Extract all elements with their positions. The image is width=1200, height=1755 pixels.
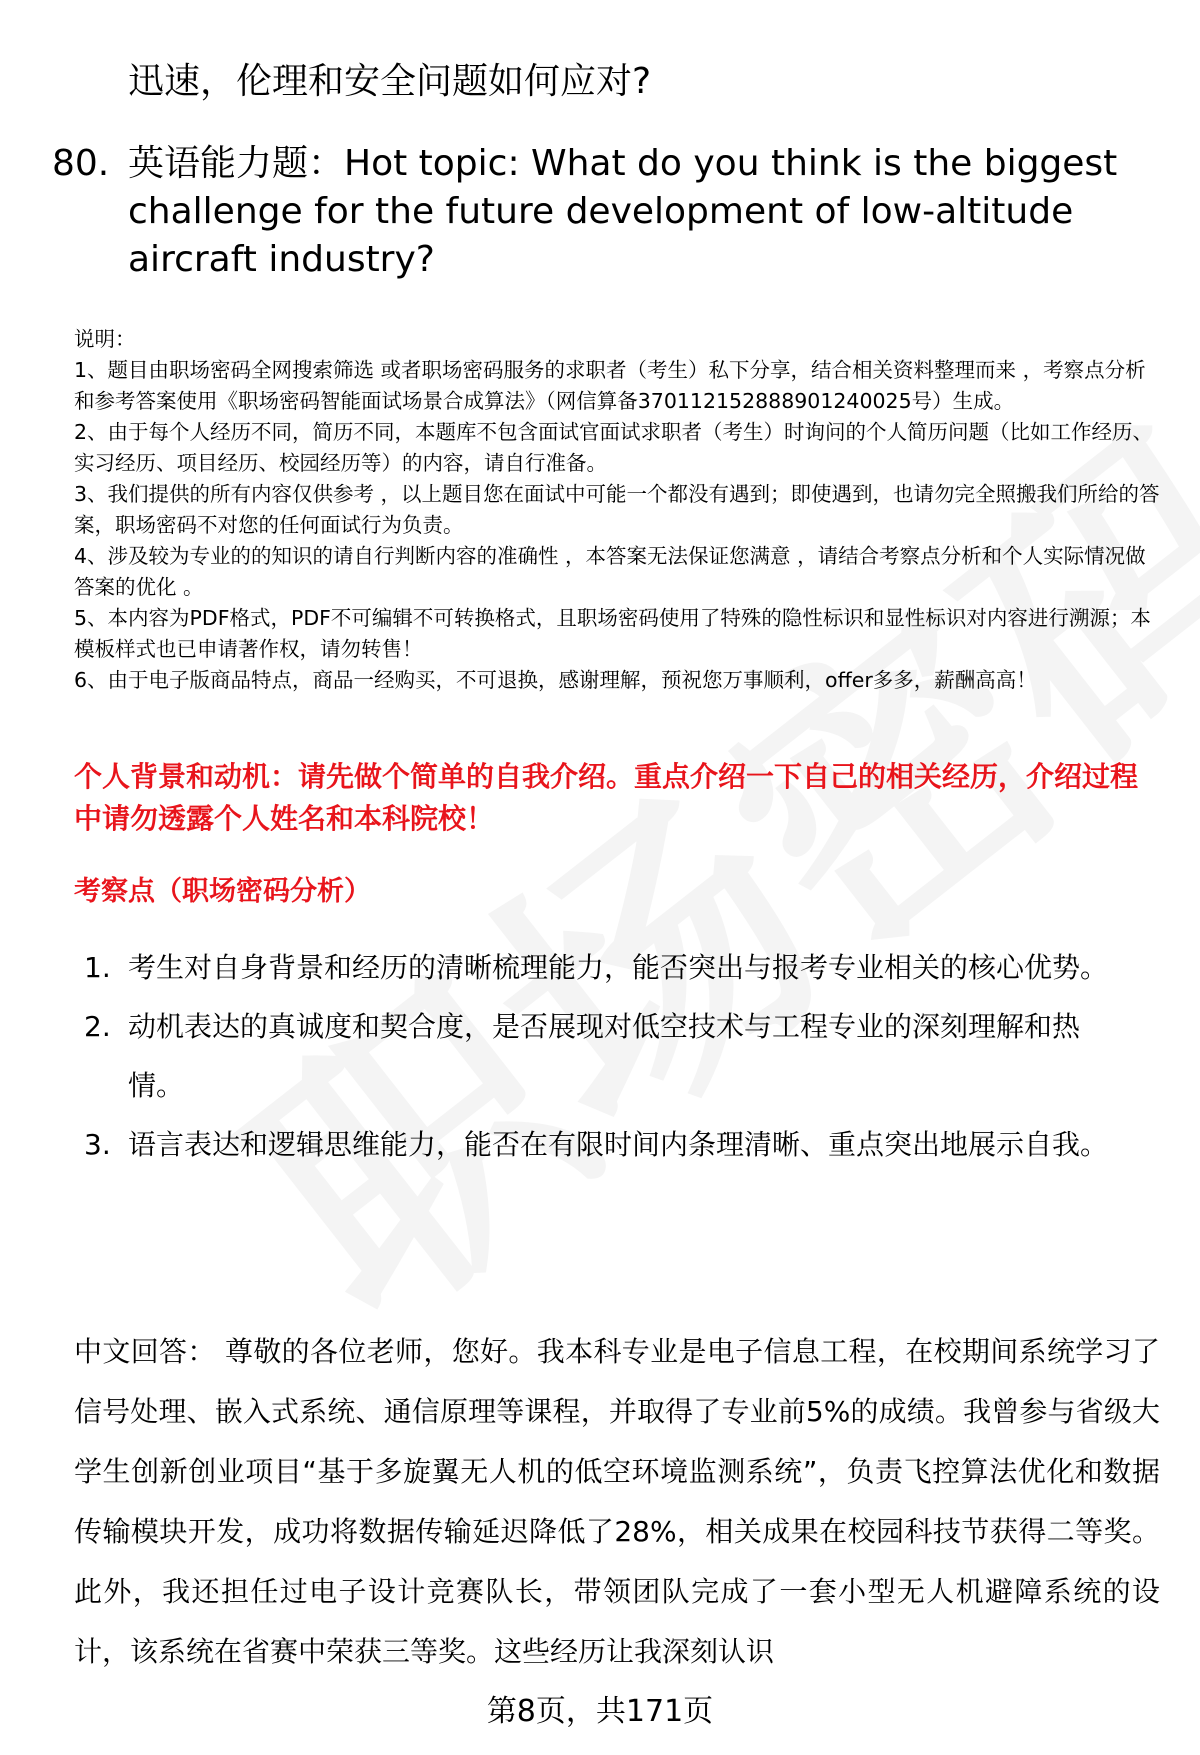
notes-title: 说明： [74, 327, 136, 351]
question-text: 英语能力题：Hot topic: What do you think is the biggest challenge for the future development of low-altitude aircraft industry? [128, 143, 1118, 280]
analysis-points-list [74, 938, 1134, 1174]
notes-item: 2、由于每个人经历不同，简历不同，本题库不包含面试官面试求职者（考生）时询问的个人简历问题（比如工作经历、实习经历、项目经历、校园经历等）的内容，请自行准备。 [74, 420, 1154, 475]
notes-item: 1、题目由职场密码全网搜索筛选 或者职场密码服务的求职者（考生）私下分享，结合相关资料整理而来 ，考察点分析和参考答案使用《职场密码智能面试场景合成算法》（网信算备370112152888901240025号）生成。 [74, 358, 1146, 413]
notes-item: 6、由于电子版商品特点，商品一经购买，不可退换，感谢理解，预祝您万事顺利，offer多多，薪酬高高！ [74, 668, 1037, 692]
notes-block [74, 324, 1160, 696]
list-item-number: 2. [84, 1010, 111, 1043]
page-number: 第8页，共171页 [486, 1694, 714, 1729]
notes-item: 3、我们提供的所有内容仅供参考 ，以上题目您在面试中可能一个都没有遇到；即使遇到，也请勿完全照搬我们所给的答案，职场密码不对您的任何面试行为负责。 [74, 482, 1160, 537]
question-number: 80. [52, 143, 110, 184]
list-item-number: 3. [84, 1128, 111, 1161]
list-item [74, 997, 1134, 1115]
notes-item: 4、涉及较为专业的的知识的请自行判断内容的准确性 ，本答案无法保证您满意 ，请结合考察点分析和个人实际情况做答案的优化 。 [74, 544, 1146, 599]
list-item-text: 考生对自身背景和经历的清晰梳理能力，能否突出与报考专业相关的核心优势。 [128, 951, 1109, 984]
list-item [74, 1115, 1134, 1174]
question-80 [52, 140, 1162, 284]
notes-item: 5、本内容为PDF格式，PDF不可编辑不可转换格式，且职场密码使用了特殊的隐性标识和显性标识对内容进行溯源；本模板样式也已申请著作权，请勿转售！ [74, 606, 1151, 661]
analysis-heading: 考察点（职场密码分析） [74, 876, 371, 907]
question-continuation: 迅速，伦理和安全问题如何应对? [128, 61, 652, 102]
list-item-text: 动机表达的真诚度和契合度，是否展现对低空技术与工程专业的深刻理解和热情。 [128, 1010, 1081, 1102]
list-item-number: 1. [84, 951, 111, 984]
chinese-answer: 中文回答： 尊敬的各位老师，您好。我本科专业是电子信息工程，在校期间系统学习了信号处理、嵌入式系统、通信原理等课程，并取得了专业前5%的成绩。我曾参与省级大学生创新创业项目“基于多旋翼无人机的低空环境监测系统”，负责飞控算法优化和数据传输模块开发，成功将数据传输延迟降低了28%，相关成果在校园科技节获得二等奖。此外，我还担任过电子设计竞赛队长，带领团队完成了一套小型无人机避障系统的设计，该系统在省赛中荣获三等奖。这些经历让我深刻认识 [74, 1335, 1160, 1668]
section-heading: 个人背景和动机：请先做个简单的自我介绍。重点介绍一下自己的相关经历，介绍过程中请勿透露个人姓名和本科院校！ [74, 760, 1139, 835]
list-item [74, 938, 1134, 997]
list-item-text: 语言表达和逻辑思维能力，能否在有限时间内条理清晰、重点突出地展示自我。 [128, 1128, 1109, 1161]
